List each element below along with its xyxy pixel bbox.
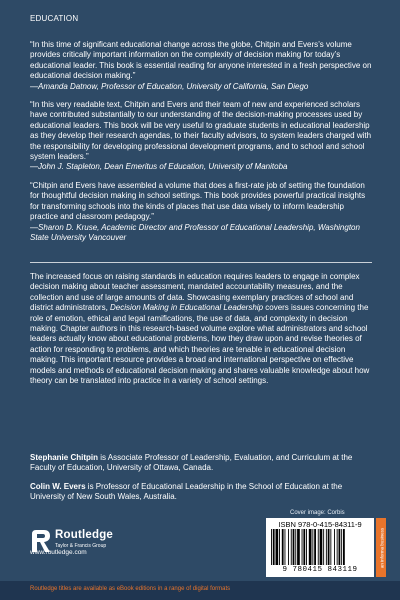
publisher-website[interactable]: www.routledge.com <box>30 549 87 556</box>
book-description <box>30 272 372 386</box>
category-label: EDUCATION <box>30 14 79 23</box>
author-name: Colin W. Evers <box>30 481 86 491</box>
informa-tab-label: an informa business <box>379 527 385 569</box>
review-attribution: —Sharon D. Kruse, Academic Director and Professor of Educational Leadership, Washington State University Vancouver <box>30 222 360 242</box>
barcode-icon <box>269 529 371 565</box>
author-bio <box>30 482 372 503</box>
description-text: The increased focus on raising standards in education requires leaders to engage in complex decision making about teacher assessment, mandated accountability measures, and the collection and use of large amounts of data. Showcasing exemplary practices of school and district administrators, <box>30 272 360 313</box>
review <box>30 40 372 92</box>
publisher-name: Routledge <box>55 529 114 541</box>
author-description: is Professor of Educational Leadership in the School of Education at the University of New South Wales, Australia. <box>30 481 343 502</box>
isbn-barcode <box>266 518 374 577</box>
ebook-notice: Routledge titles are available as eBook editions in a range of digital formats <box>30 586 231 592</box>
author-name: Stephanie Chitpin <box>30 453 98 462</box>
review <box>30 100 372 173</box>
review-attribution: —John J. Stapleton, Dean Emeritus of Education, University of Manitoba <box>30 162 288 172</box>
review-text: “In this very readable text, Chitpin and Evers and their team of new and experienced scholars have contributed substantially to our understanding of the decision-making processes used by educational leaders. This book will be very useful to graduate students in educational leadership as they develop their research agendas, to their faculty advisors, to system leaders charged with the responsibility for developing professional development programs, and to school and school system leaders.” <box>30 100 372 162</box>
author-bios <box>30 453 372 511</box>
review-attribution: —Amanda Datnow, Professor of Education, University of California, San Diego <box>30 81 309 91</box>
review-text: “Chitpin and Evers have assembled a volume that does a first-rate job of setting the foundation for thoughtful decision making in school settings. This book provides powerful practical insights for transforming schools into the kinds of places that use data wisely to inform leadership practice and classroom pedagogy.” <box>30 180 366 222</box>
footer-band <box>0 581 400 600</box>
review-text: “In this time of significant educational change across the globe, Chitpin and Evers’s volume provides critically important information on the complexity of decision making for today’s educational leader. This book is essential reading for anyone interested in a fresh perspective on educational decision making.” <box>30 40 372 81</box>
cover-image-credit: Cover image: Corbis <box>290 510 345 516</box>
isbn-label: ISBN 978-0-415-84311-9 <box>278 520 362 529</box>
publisher-logo <box>30 528 150 568</box>
book-title: Decision Making in Educational Leadership <box>110 303 264 313</box>
section-divider <box>30 262 372 263</box>
publisher-group: Taylor & Francis Group <box>55 543 107 549</box>
reviews-section <box>30 40 372 251</box>
description-text: covers issues concerning the role of emotion, ethical and legal ramifications, the use of data, and complexity in decision making. Chapter authors in this research-based volume explore what administrators and school leaders actually know about educational problems, how they draw upon and revise theories of action for responding to problems, and which theories are tenable in educational decision making. This important resource provides a broad and international perspective on effective models and methods of educational decision making and shares valuable knowledge about how theory can be translated into practice in a variety of school settings. <box>30 303 370 386</box>
review <box>30 181 372 243</box>
barcode-digits: 9 780415 843119 <box>282 566 358 574</box>
author-description: is Associate Professor of Leadership, Evaluation, and Curriculum at the Faculty of Education, University of Ottawa, Canada. <box>30 453 353 473</box>
author-bio <box>30 453 372 474</box>
